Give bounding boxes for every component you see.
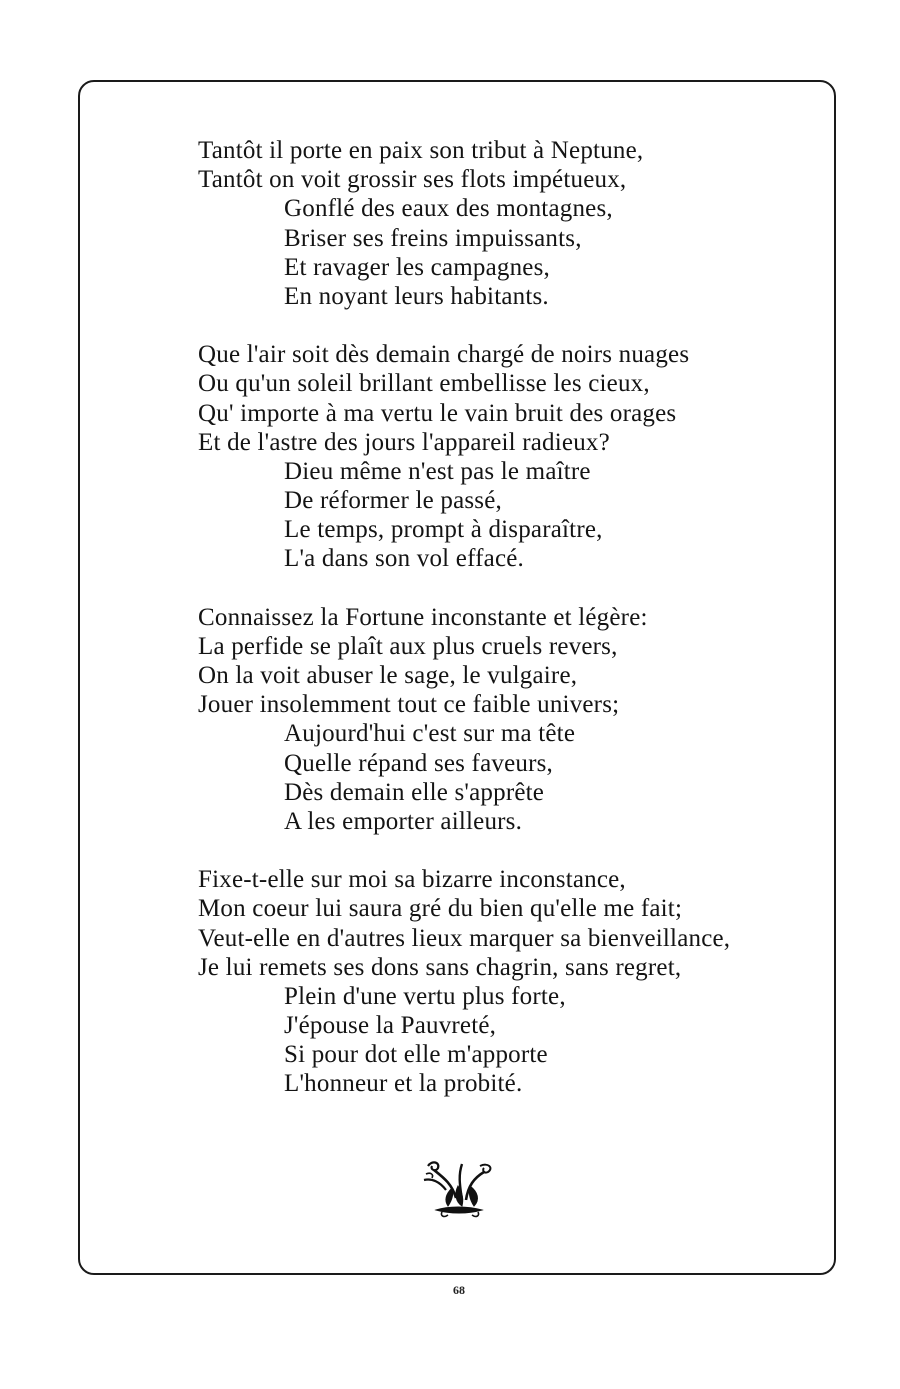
stanza	[198, 136, 798, 311]
poem-line: L'honneur et la probité.	[284, 1070, 523, 1098]
poem-line: Jouer insolemment tout ce faible univers;	[198, 691, 620, 719]
poem-line: Que l'air soit dès demain chargé de noirs nuages	[198, 341, 690, 369]
poem-line: Si pour dot elle m'apporte	[284, 1041, 548, 1069]
poem-line: Et de l'astre des jours l'appareil radieux?	[198, 428, 610, 456]
poem-line: Je lui remets ses dons sans chagrin, sans regret,	[198, 953, 682, 981]
poem-line: Mon coeur lui saura gré du bien qu'elle me fait;	[198, 895, 683, 923]
poem-line: Le temps, prompt à disparaître,	[284, 516, 603, 544]
poem-line: Briser ses freins impuissants,	[284, 224, 582, 252]
stanza	[198, 603, 798, 837]
poem-line: Tantôt on voit grossir ses flots impétueux,	[198, 166, 627, 194]
poem-line: Tantôt il porte en paix son tribut à Neptune,	[198, 137, 644, 164]
poem-line: De réformer le passé,	[284, 487, 502, 515]
poem-line: Veut-elle en d'autres lieux marquer sa bienveillance,	[198, 924, 731, 952]
poem-line: Dieu même n'est pas le maître	[284, 457, 591, 485]
stanza	[198, 340, 798, 574]
poem-line: Et ravager les campagnes,	[284, 253, 550, 281]
page-number: 68	[453, 1283, 465, 1297]
poem-line: Plein d'une vertu plus forte,	[284, 982, 566, 1010]
poem-line: Connaissez la Fortune inconstante et légère:	[198, 603, 648, 631]
poem-line: La perfide se plaît aux plus cruels revers,	[198, 632, 618, 660]
poem-line: Gonflé des eaux des montagnes,	[284, 195, 613, 223]
poem-line: On la voit abuser le sage, le vulgaire,	[198, 662, 578, 689]
poem-line: L'a dans son vol effacé.	[284, 545, 525, 573]
poem-line: J'épouse la Pauvreté,	[284, 1012, 497, 1040]
stanza	[198, 865, 798, 1099]
poem-line: Fixe-t-elle sur moi sa bizarre inconstance,	[198, 866, 626, 894]
poem-line: Ou qu'un soleil brillant embellisse les cieux,	[198, 370, 650, 398]
poem-line: Aujourd'hui c'est sur ma tête	[284, 720, 576, 748]
poem-text	[198, 136, 798, 1128]
poem-line: A les emporter ailleurs.	[284, 807, 523, 835]
poem-line: Dès demain elle s'apprête	[284, 778, 545, 806]
poem-line: En noyant leurs habitants.	[284, 282, 549, 310]
poem-line: Qu' importe à ma vertu le vain bruit des orages	[198, 399, 677, 427]
floral-vignette-icon	[422, 1160, 496, 1218]
poem-line: Quelle répand ses faveurs,	[284, 749, 553, 777]
